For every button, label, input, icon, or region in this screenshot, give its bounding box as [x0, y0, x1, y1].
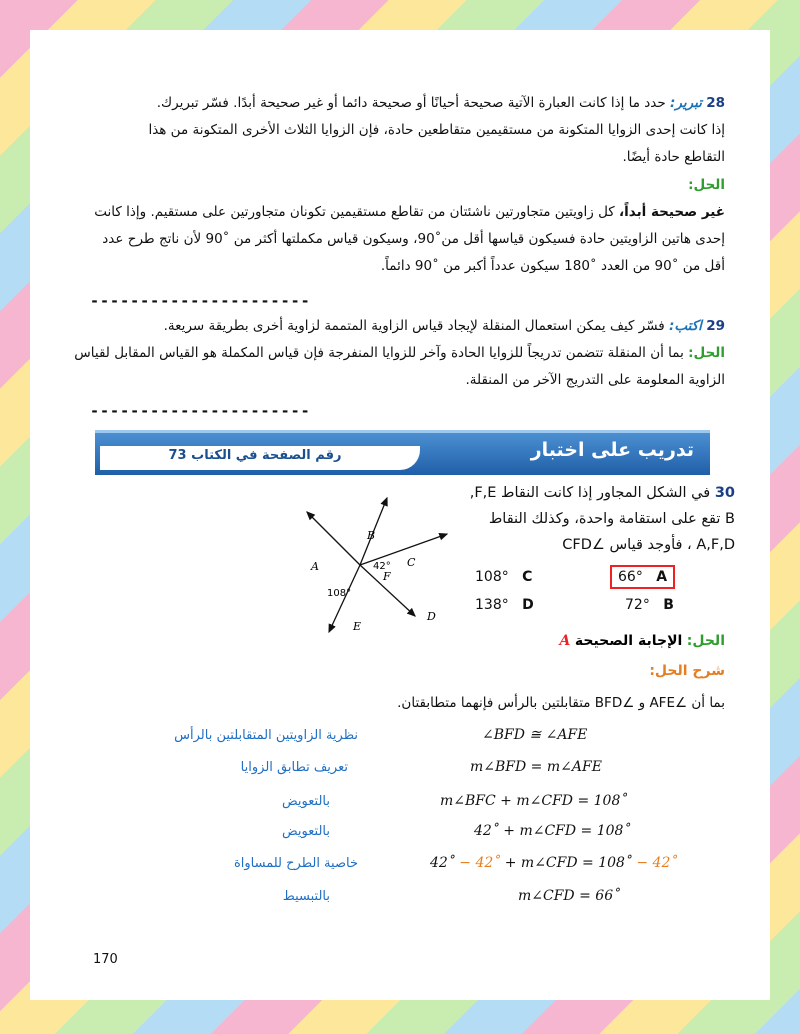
- q29-solution-label: الحل:: [688, 345, 725, 361]
- page-ref-tab: [100, 446, 420, 470]
- choice-d-value: 138°: [475, 597, 509, 613]
- q29-tag: اكتب:: [669, 318, 702, 334]
- q29-number: 29: [706, 318, 725, 334]
- label-c: C: [407, 556, 416, 569]
- explanation-intro: بما أن ∠AFE و ∠BFD متقابلتين بالرأس فإنهما متطابقتان.: [397, 695, 725, 711]
- q30-text3: A,F,D ، فأوجد قياس ∠CFD: [562, 537, 735, 553]
- proof-5-part-c: + m∠CFD = 108˚: [500, 855, 632, 871]
- proof-statement-5: [430, 855, 677, 871]
- q28-answer-verdict: غير صحيحة أبداً،: [619, 204, 725, 220]
- banner-title: تدريب على اختبار: [530, 439, 694, 461]
- label-d: D: [427, 610, 436, 623]
- choice-d[interactable]: [475, 597, 534, 613]
- q28-answer-text1: كل زاويتين متجاورتين ناشئتان من تقاطع مستقيمين تكونان متجاورتين على مستقيم. وإذا كانت: [94, 204, 615, 220]
- q28-question-line3: التقاطع حادة أيضًا.: [622, 149, 725, 165]
- q28-answer-line1: [85, 199, 725, 226]
- choice-a[interactable]: [610, 565, 675, 589]
- q30-line1: [415, 480, 735, 506]
- choice-a-value: 66°: [618, 569, 643, 585]
- correct-answer-letter: A: [559, 633, 571, 649]
- q28-solution: [85, 172, 725, 280]
- label-b: B: [367, 529, 376, 542]
- proof-statement-1: ∠BFD ≅ ∠AFE: [482, 727, 588, 743]
- proof-5-part-a: 42˚: [430, 855, 455, 871]
- divider-2: ----------------------: [90, 402, 311, 420]
- q30-text2: B تقع على استقامة واحدة، وكذلك النقاط: [488, 511, 735, 527]
- q30-solution-label: الحل:: [686, 633, 725, 649]
- label-e: E: [353, 620, 362, 633]
- q28-line1: [85, 90, 725, 117]
- q30-question: [415, 480, 735, 558]
- explanation-label: شرح الحل:: [649, 663, 725, 679]
- angle-108-label: 108°: [327, 588, 352, 599]
- choice-c-value: 108°: [475, 569, 509, 585]
- q29-question: فسّر كيف يمكن استعمال المنقلة لإيجاد قياس الزاوية المتممة لزاوية أخرى بطريقة سريعة.: [163, 318, 665, 334]
- proof-reason-3: بالتعويض: [282, 794, 330, 809]
- q28-answer-line3: أقل من ˚90 من العدد ˚180 سيكون عدداً أكبر من ˚90 دائماً.: [380, 258, 725, 274]
- label-f: F: [383, 570, 391, 583]
- q30-text1: في الشكل المجاور إذا كانت النقاط F,E,: [469, 485, 711, 501]
- choice-b[interactable]: [625, 597, 674, 613]
- proof-5-part-d: − 42˚: [631, 855, 678, 871]
- q28-question-line2: إذا كانت إحدى الزوايا المتكونة من مستقيمين متقاطعين حادة، فإن الزوايا الثلاث الأخرى المتكونة من هذا: [148, 122, 725, 138]
- ray-fa: [307, 512, 360, 565]
- q28-question-line1: حدد ما إذا كانت العبارة الآتية صحيحة أحيانًا أو صحيحة دائما أو غير صحيحة أبدًا. فسّر تبريرك.: [156, 95, 666, 111]
- q28-solution-label: الحل:: [688, 177, 725, 193]
- q29-answer-line1: [74, 340, 725, 367]
- proof-statement-3: m∠BFC + m∠CFD = 108˚: [440, 793, 628, 809]
- choice-b-letter: B: [663, 597, 674, 613]
- choice-c-letter: C: [522, 569, 533, 585]
- choice-a-letter: A: [656, 569, 668, 585]
- proof-reason-6: بالتبسيط: [282, 889, 330, 904]
- proof-reason-4: بالتعويض: [282, 824, 330, 839]
- correct-answer-text: الإجابة الصحيحة: [574, 633, 683, 649]
- proof-reason-1: نظرية الزاويتين المتقابلتين بالرأس: [174, 728, 358, 743]
- proof-reason-5: خاصية الطرح للمساواة: [233, 856, 358, 871]
- angle-42-label: 42°: [373, 561, 391, 572]
- q28-answer-line2: إحدى هاتين الزاويتين حادة فسيكون قياسها أقل من˚90، وسيكون قياس مكملتها أكثر من ˚90 لأن ناتج طرح عدد: [102, 231, 725, 247]
- choice-d-letter: D: [522, 597, 534, 613]
- divider-1: ----------------------: [90, 292, 311, 310]
- proof-statement-6: m∠CFD = 66˚: [518, 888, 621, 904]
- page-number: 170: [93, 952, 118, 967]
- page-ref-label: رقم الصفحة في الكتاب 73: [168, 448, 342, 463]
- q29-answer-line2: الزاوية المعلومة على التدريج الآخر من المنقلة.: [465, 372, 725, 388]
- q28-tag: تبرير:: [670, 95, 702, 111]
- q29-answer-text1: بما أن المنقلة تتضمن تدريجاً للزوايا الحادة وآخر للزوايا المنفرجة فإن قياس المكملة هو القياس المقابل لقياس: [74, 345, 684, 361]
- q28-block: [85, 90, 725, 171]
- proof-statement-4: 42˚ + m∠CFD = 108˚: [474, 823, 631, 839]
- q28-number: 28: [706, 95, 725, 111]
- angle-figure: [295, 480, 455, 635]
- label-a: A: [311, 560, 319, 573]
- proof-reason-2: تعريف تطابق الزوايا: [240, 760, 348, 775]
- document-page: [30, 30, 770, 1000]
- q30-solution-line: [560, 633, 725, 649]
- proof-statement-2: m∠BFD = m∠AFE: [470, 759, 602, 775]
- proof-5-part-b: − 42˚: [454, 855, 501, 871]
- q30-number: 30: [714, 485, 735, 501]
- q29-block: [74, 313, 725, 394]
- choice-c[interactable]: [475, 569, 532, 585]
- choice-b-value: 72°: [625, 597, 650, 613]
- q29-line1: [85, 313, 725, 340]
